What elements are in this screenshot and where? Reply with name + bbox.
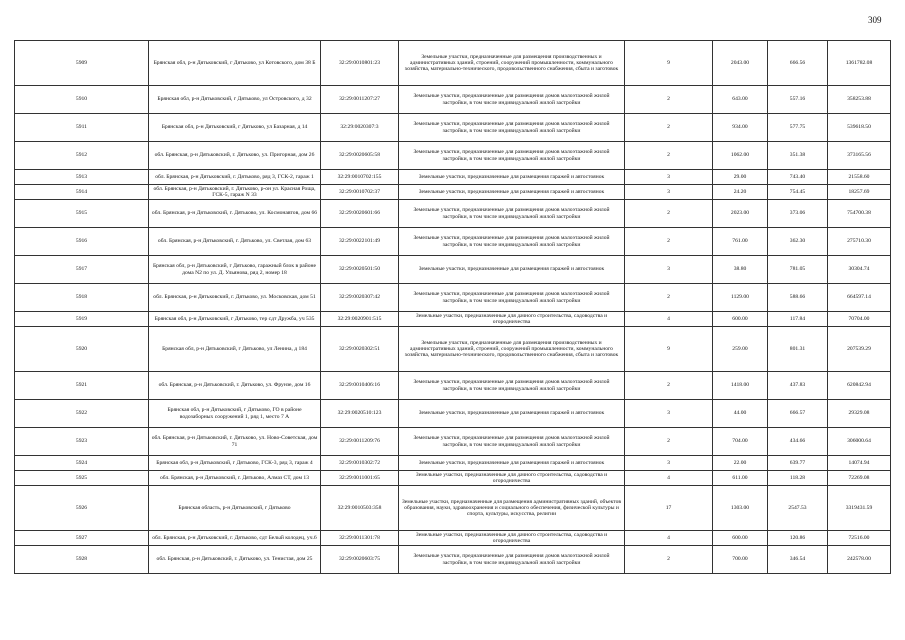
group-number-cell: 2 <box>625 200 713 228</box>
row-number-cell: 5909 <box>15 41 149 86</box>
area-cell: 600.00 <box>713 312 768 327</box>
cadastral-value-cell: 72516.00 <box>828 531 891 546</box>
area-cell: 643.00 <box>713 86 768 114</box>
cadastral-number-cell: 32:29:0010801:23 <box>321 41 399 86</box>
cadastral-value-cell: 358253.88 <box>828 86 891 114</box>
address-cell: Брянская обл, р-н Дятьковский, г Дятьково, ГСК-3, ряд 3, гараж 4 <box>149 456 321 471</box>
specific-value-cell: 754.45 <box>768 185 828 200</box>
specific-value-cell: 588.66 <box>768 284 828 312</box>
table-row <box>15 41 891 86</box>
area-cell: 1418.00 <box>713 372 768 400</box>
table-row <box>15 531 891 546</box>
table-row <box>15 327 891 372</box>
row-number-cell: 5910 <box>15 86 149 114</box>
table-row <box>15 400 891 428</box>
land-use-cell: Земельные участки, предназначенные для дачного строительства, садоводства и огородничества <box>399 531 625 546</box>
group-number-cell: 9 <box>625 41 713 86</box>
cadastral-value-cell: 72269.08 <box>828 471 891 486</box>
specific-value-cell: 743.40 <box>768 170 828 185</box>
area-cell: 44.00 <box>713 400 768 428</box>
group-number-cell: 3 <box>625 456 713 471</box>
row-number-cell: 5913 <box>15 170 149 185</box>
specific-value-cell: 666.57 <box>768 400 828 428</box>
address-cell: обл. Брянская, р-н Дятьковский, г. Дятьково, р-он ул. Красная Роща, ГСК-5, гараж N 33 <box>149 185 321 200</box>
cadastral-value-cell: 539618.50 <box>828 114 891 142</box>
address-cell: обл. Брянская, р-н Дятьковский, г. Дятьково, сдт Белый колодец, уч.6 <box>149 531 321 546</box>
cadastral-number-cell: 32:29:0010702:155 <box>321 170 399 185</box>
row-number-cell: 5924 <box>15 456 149 471</box>
specific-value-cell: 801.31 <box>768 327 828 372</box>
table-row <box>15 284 891 312</box>
area-cell: 259.00 <box>713 327 768 372</box>
specific-value-cell: 557.16 <box>768 86 828 114</box>
land-use-cell: Земельные участки, предназначенные для размещения домов малоэтажной жилой застройки, в том числе индивидуальной жилой застройки <box>399 142 625 170</box>
table-row <box>15 170 891 185</box>
area-cell: 761.00 <box>713 228 768 256</box>
table-row <box>15 546 891 574</box>
address-cell: Брянская обл, р-н Дятьковский, г Дятьково, ул Котовского, дом 38 Б <box>149 41 321 86</box>
land-use-cell: Земельные участки, предназначенные для размещения гаражей и автостоянок <box>399 456 625 471</box>
group-number-cell: 9 <box>625 327 713 372</box>
row-number-cell: 5911 <box>15 114 149 142</box>
row-number-cell: 5921 <box>15 372 149 400</box>
land-use-cell: Земельные участки, предназначенные для размещения домов малоэтажной жилой застройки, в том числе индивидуальной жилой застройки <box>399 200 625 228</box>
group-number-cell: 3 <box>625 400 713 428</box>
land-use-cell: Земельные участки, предназначенные для размещения гаражей и автостоянок <box>399 185 625 200</box>
address-cell: обл. Брянская, р-н Дятьковский, г. Дятьково, ул. Тенистая, дом 25 <box>149 546 321 574</box>
area-cell: 38.80 <box>713 256 768 284</box>
cadastral-number-cell: 32:29:0010702:37 <box>321 185 399 200</box>
group-number-cell: 2 <box>625 372 713 400</box>
land-use-cell: Земельные участки, предназначенные для размещения домов малоэтажной жилой застройки, в том числе индивидуальной жилой застройки <box>399 114 625 142</box>
cadastral-number-cell: 32:29:0020302:51 <box>321 327 399 372</box>
cadastral-value-cell: 242578.00 <box>828 546 891 574</box>
row-number-cell: 5923 <box>15 428 149 456</box>
group-number-cell: 3 <box>625 256 713 284</box>
land-use-cell: Земельные участки, предназначенные для размещения производственных и административных зданий, строений, сооружений промышленности, коммунального хозяйства, материально-технического, продовольственного снабжения, сбыта и заготовок <box>399 327 625 372</box>
cadastral-value-cell: 620842.94 <box>828 372 891 400</box>
address-cell: Брянская обл, р-н Дятьковский, г Дятьково, ул Островского, д 32 <box>149 86 321 114</box>
land-use-cell: Земельные участки, предназначенные для размещения гаражей и автостоянок <box>399 400 625 428</box>
cadastral-number-cell: 32:29:0010503:358 <box>321 486 399 531</box>
address-cell: обл. Брянская, р-н Дятьковский, г. Дятьково, ул. Космонавтов, дом 66 <box>149 200 321 228</box>
area-cell: 1062.00 <box>713 142 768 170</box>
land-use-cell: Земельные участки, предназначенные для размещения домов малоэтажной жилой застройки, в том числе индивидуальной жилой застройки <box>399 86 625 114</box>
area-cell: 1129.00 <box>713 284 768 312</box>
cadastral-number-cell: 32:29:0020601:66 <box>321 200 399 228</box>
cadastral-value-cell: 306000.64 <box>828 428 891 456</box>
address-cell: обл. Брянская, р-н Дятьковский, г. Дятьково, ул. Светлая, дом 63 <box>149 228 321 256</box>
area-cell: 2023.00 <box>713 200 768 228</box>
cadastral-value-cell: 21558.60 <box>828 170 891 185</box>
cadastral-number-cell: 32:29:0020901:515 <box>321 312 399 327</box>
row-number-cell: 5912 <box>15 142 149 170</box>
group-number-cell: 4 <box>625 312 713 327</box>
table-row <box>15 428 891 456</box>
table-row <box>15 185 891 200</box>
land-use-cell: Земельные участки, предназначенные для размещения гаражей и автостоянок <box>399 170 625 185</box>
area-cell: 600.00 <box>713 531 768 546</box>
cadastral-number-cell: 32:29:0020605:58 <box>321 142 399 170</box>
cadastral-value-cell: 373165.56 <box>828 142 891 170</box>
area-cell: 22.00 <box>713 456 768 471</box>
table-row <box>15 312 891 327</box>
group-number-cell: 2 <box>625 228 713 256</box>
table-row <box>15 114 891 142</box>
group-number-cell: 17 <box>625 486 713 531</box>
cadastral-number-cell: 32:29:0022101:49 <box>321 228 399 256</box>
specific-value-cell: 781.05 <box>768 256 828 284</box>
specific-value-cell: 120.86 <box>768 531 828 546</box>
group-number-cell: 2 <box>625 546 713 574</box>
cadastral-number-cell: 32:29:0020307:3 <box>321 114 399 142</box>
area-cell: 29.00 <box>713 170 768 185</box>
cadastral-number-cell: 32:29:0011207:27 <box>321 86 399 114</box>
group-number-cell: 3 <box>625 185 713 200</box>
cadastral-number-cell: 32:29:0011001:65 <box>321 471 399 486</box>
area-cell: 24.20 <box>713 185 768 200</box>
group-number-cell: 4 <box>625 471 713 486</box>
cadastral-value-table <box>14 40 891 574</box>
row-number-cell: 5914 <box>15 185 149 200</box>
cadastral-value-cell: 3319431.59 <box>828 486 891 531</box>
specific-value-cell: 577.75 <box>768 114 828 142</box>
area-cell: 934.00 <box>713 114 768 142</box>
address-cell: обл. Брянская, р-н Дятьковский, г. Дятьково, ряд 3, ГСК-2, гараж 1 <box>149 170 321 185</box>
page-number: 309 <box>868 15 882 25</box>
specific-value-cell: 118.28 <box>768 471 828 486</box>
row-number-cell: 5916 <box>15 228 149 256</box>
cadastral-number-cell: 32:29:0010406:16 <box>321 372 399 400</box>
table-row <box>15 200 891 228</box>
table-row <box>15 142 891 170</box>
specific-value-cell: 434.66 <box>768 428 828 456</box>
row-number-cell: 5928 <box>15 546 149 574</box>
cadastral-value-cell: 664597.14 <box>828 284 891 312</box>
group-number-cell: 2 <box>625 428 713 456</box>
address-cell: Брянская обл, р-н Дятьковский, г Дятьково, тер сдт Дружба, уч 535 <box>149 312 321 327</box>
specific-value-cell: 437.83 <box>768 372 828 400</box>
area-cell: 700.00 <box>713 546 768 574</box>
group-number-cell: 2 <box>625 142 713 170</box>
address-cell: обл. Брянская, р-н Дятьковский, г. Дятьково, ул. Ново-Советская, дом 71 <box>149 428 321 456</box>
cadastral-number-cell: 32:29:0020501:50 <box>321 256 399 284</box>
land-use-cell: Земельные участки, предназначенные для размещения домов малоэтажной жилой застройки, в том числе индивидуальной жилой застройки <box>399 428 625 456</box>
group-number-cell: 2 <box>625 86 713 114</box>
row-number-cell: 5915 <box>15 200 149 228</box>
address-cell: Брянская обл, р-н Дятьковский, г Дятьково, ул Базарная, д 14 <box>149 114 321 142</box>
land-use-cell: Земельные участки, предназначенные для размещения производственных и административных зданий, строений, сооружений промышленности, коммунального хозяйства, материально-технического, продовольственного снабжения, сбыта и заготовок <box>399 41 625 86</box>
address-cell: Брянская обл, р-н Дятьковский, г Дятьково, гаражный блок в районе дома N2 по ул. Д. Ульянова, ряд 2, номер 18 <box>149 256 321 284</box>
row-number-cell: 5919 <box>15 312 149 327</box>
row-number-cell: 5925 <box>15 471 149 486</box>
specific-value-cell: 639.77 <box>768 456 828 471</box>
area-cell: 1303.00 <box>713 486 768 531</box>
land-use-cell: Земельные участки, предназначенные для размещения административных зданий, объектов образования, науки, здравоохранения и социального обеспечения, физической культуры и спорта, культуры, искусства, религии <box>399 486 625 531</box>
table-row <box>15 86 891 114</box>
address-cell: обл. Брянская, р-н Дятьковский, г. Дятьково, ул. Пригорная, дом 26 <box>149 142 321 170</box>
group-number-cell: 2 <box>625 114 713 142</box>
cadastral-value-cell: 275710.30 <box>828 228 891 256</box>
table-row <box>15 256 891 284</box>
group-number-cell: 4 <box>625 531 713 546</box>
cadastral-value-cell: 29329.08 <box>828 400 891 428</box>
group-number-cell: 3 <box>625 170 713 185</box>
land-use-cell: Земельные участки, предназначенные для дачного строительства, садоводства и огородничества <box>399 471 625 486</box>
row-number-cell: 5920 <box>15 327 149 372</box>
specific-value-cell: 346.54 <box>768 546 828 574</box>
area-cell: 2043.00 <box>713 41 768 86</box>
table-row <box>15 486 891 531</box>
row-number-cell: 5927 <box>15 531 149 546</box>
row-number-cell: 5926 <box>15 486 149 531</box>
group-number-cell: 2 <box>625 284 713 312</box>
table-row <box>15 372 891 400</box>
row-number-cell: 5917 <box>15 256 149 284</box>
address-cell: Брянская область, р-н Дятьковский, г Дятьково <box>149 486 321 531</box>
specific-value-cell: 666.56 <box>768 41 828 86</box>
area-cell: 611.00 <box>713 471 768 486</box>
land-use-cell: Земельные участки, предназначенные для размещения домов малоэтажной жилой застройки, в том числе индивидуальной жилой застройки <box>399 284 625 312</box>
table-row <box>15 471 891 486</box>
specific-value-cell: 362.30 <box>768 228 828 256</box>
land-use-cell: Земельные участки, предназначенные для размещения домов малоэтажной жилой застройки, в том числе индивидуальной жилой застройки <box>399 228 625 256</box>
land-use-cell: Земельные участки, предназначенные для размещения домов малоэтажной жилой застройки, в том числе индивидуальной жилой застройки <box>399 546 625 574</box>
address-cell: обл. Брянская, р-н Дятьковский, г. Дятьково, ул. Московская, дом 51 <box>149 284 321 312</box>
cadastral-number-cell: 32:29:0020307:42 <box>321 284 399 312</box>
cadastral-value-cell: 754700.38 <box>828 200 891 228</box>
address-cell: Брянская обл, р-н Дятьковский, г Дятьково, ул Ленина, д 184 <box>149 327 321 372</box>
cadastral-number-cell: 32:29:0010302:72 <box>321 456 399 471</box>
address-cell: обл. Брянская, р-н Дятьковский, г. Дятьково, ул. Фрунзе, дом 16 <box>149 372 321 400</box>
table-row <box>15 456 891 471</box>
cadastral-value-cell: 70704.00 <box>828 312 891 327</box>
specific-value-cell: 351.38 <box>768 142 828 170</box>
cadastral-value-cell: 1361782.08 <box>828 41 891 86</box>
cadastral-value-cell: 207539.29 <box>828 327 891 372</box>
cadastral-number-cell: 32:29:0020510:123 <box>321 400 399 428</box>
cadastral-value-cell: 18257.69 <box>828 185 891 200</box>
land-use-cell: Земельные участки, предназначенные для размещения гаражей и автостоянок <box>399 256 625 284</box>
table-row <box>15 228 891 256</box>
cadastral-number-cell: 32:29:0011301:78 <box>321 531 399 546</box>
area-cell: 704.00 <box>713 428 768 456</box>
specific-value-cell: 2547.53 <box>768 486 828 531</box>
address-cell: Брянская обл, р-н Дятьковский, г Дятьково, ГО в районе водозаборных сооружений 1, ряд 1, место 7 А <box>149 400 321 428</box>
cadastral-number-cell: 32:29:0011209:76 <box>321 428 399 456</box>
land-use-cell: Земельные участки, предназначенные для размещения домов малоэтажной жилой застройки, в том числе индивидуальной жилой застройки <box>399 372 625 400</box>
row-number-cell: 5922 <box>15 400 149 428</box>
specific-value-cell: 373.06 <box>768 200 828 228</box>
cadastral-number-cell: 32:29:0020603:75 <box>321 546 399 574</box>
land-use-cell: Земельные участки, предназначенные для дачного строительства, садоводства и огородничества <box>399 312 625 327</box>
row-number-cell: 5918 <box>15 284 149 312</box>
cadastral-value-cell: 14074.94 <box>828 456 891 471</box>
specific-value-cell: 117.84 <box>768 312 828 327</box>
cadastral-value-cell: 30304.74 <box>828 256 891 284</box>
address-cell: обл. Брянская, р-н Дятьковский, г. Дятьково, Алмаз СТ, дом 13 <box>149 471 321 486</box>
